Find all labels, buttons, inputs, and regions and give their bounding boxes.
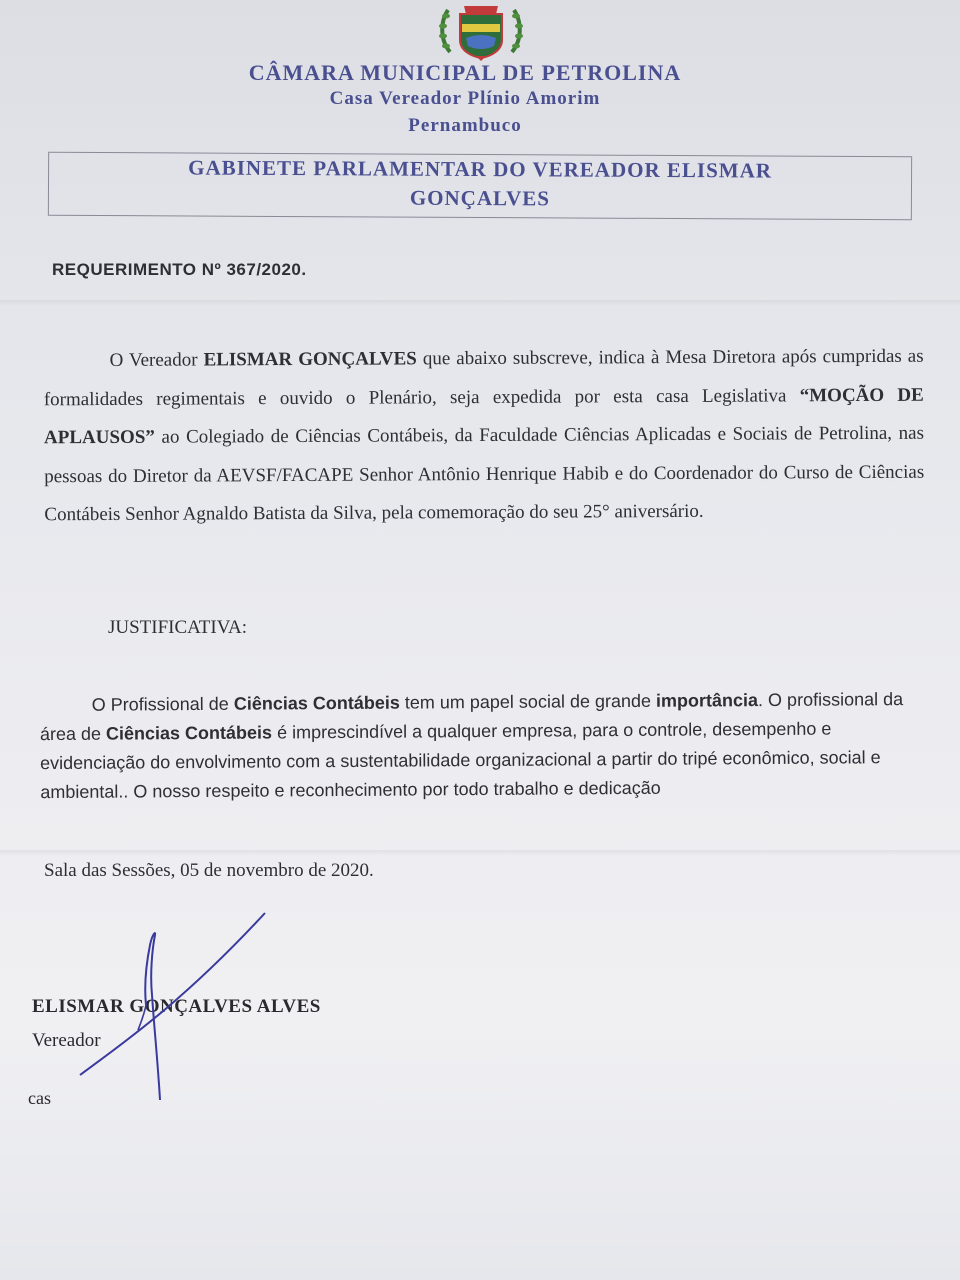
justification-label: JUSTIFICATIVA: — [108, 617, 248, 638]
councilor-name: ELISMAR GONÇALVES — [203, 348, 417, 371]
chamber-subtitle: Casa Vereador Plínio Amorim — [329, 88, 601, 109]
bold-term: importância — [655, 690, 759, 711]
justification-paragraph — [40, 685, 931, 807]
request-number: REQUERIMENTO Nº 367/2020. — [52, 260, 307, 279]
office-line-1: GABINETE PARLAMENTAR DO VEREADOR ELISMAR — [188, 155, 773, 183]
municipal-crest-icon — [436, 2, 526, 62]
handwritten-signature — [60, 905, 280, 1115]
text-run: O Vereador — [109, 349, 204, 371]
signer-name: ELISMAR GONÇALVES ALVES — [32, 996, 321, 1017]
bold-term: Ciências Contábeis — [233, 692, 400, 714]
chamber-state: Pernambuco — [408, 115, 522, 136]
office-line-2: GONÇALVES — [409, 185, 551, 211]
paper-fold — [0, 300, 960, 306]
text-run: ao Colegiado de Ciências Contábeis, da Faculdade Ciências Aplicadas e Sociais de Petrolina, nas pessoas do Diretor da AEVSF/FACAPE Senhor Antônio Henrique Habib e do Coordenador do Curso de Ciências Contábeis Senhor Agnaldo Batista da Silva, pela comemoração do seu 25° aniversário. — [44, 422, 925, 526]
request-paragraph — [44, 338, 925, 535]
text-run: . O profissional da área de — [39, 689, 904, 745]
paper-fold — [0, 850, 960, 856]
chamber-title: CÂMARA MUNICIPAL DE PETROLINA — [248, 60, 682, 85]
office-box — [48, 152, 912, 221]
text-run: que abaixo subscreve, indica à Mesa Diretora após cumpridas as formalidades regimentais e ouvido o Plenário, seja expedida por esta casa Legislativa — [43, 345, 924, 410]
typist-initials: cas — [28, 1088, 51, 1108]
text-run: é imprescindível a qualquer empresa, para o controle, desempenho e evidenciação do envolvimento com a sustentabilidade organizacional a partir do tripé econômico, social e ambiental.. O nosso respeito e reconhecimento por todo trabalho e dedicação — [40, 718, 881, 803]
text-run: tem um papel social de grande — [399, 690, 657, 713]
bold-term: Ciências Contábeis — [105, 722, 273, 744]
text-run: O Profissional de — [91, 693, 234, 715]
place-date: Sala das Sessões, 05 de novembro de 2020. — [44, 860, 374, 881]
signer-role: Vereador — [32, 1030, 101, 1051]
motion-title: “MOÇÃO DE APLAUSOS” — [43, 384, 924, 449]
